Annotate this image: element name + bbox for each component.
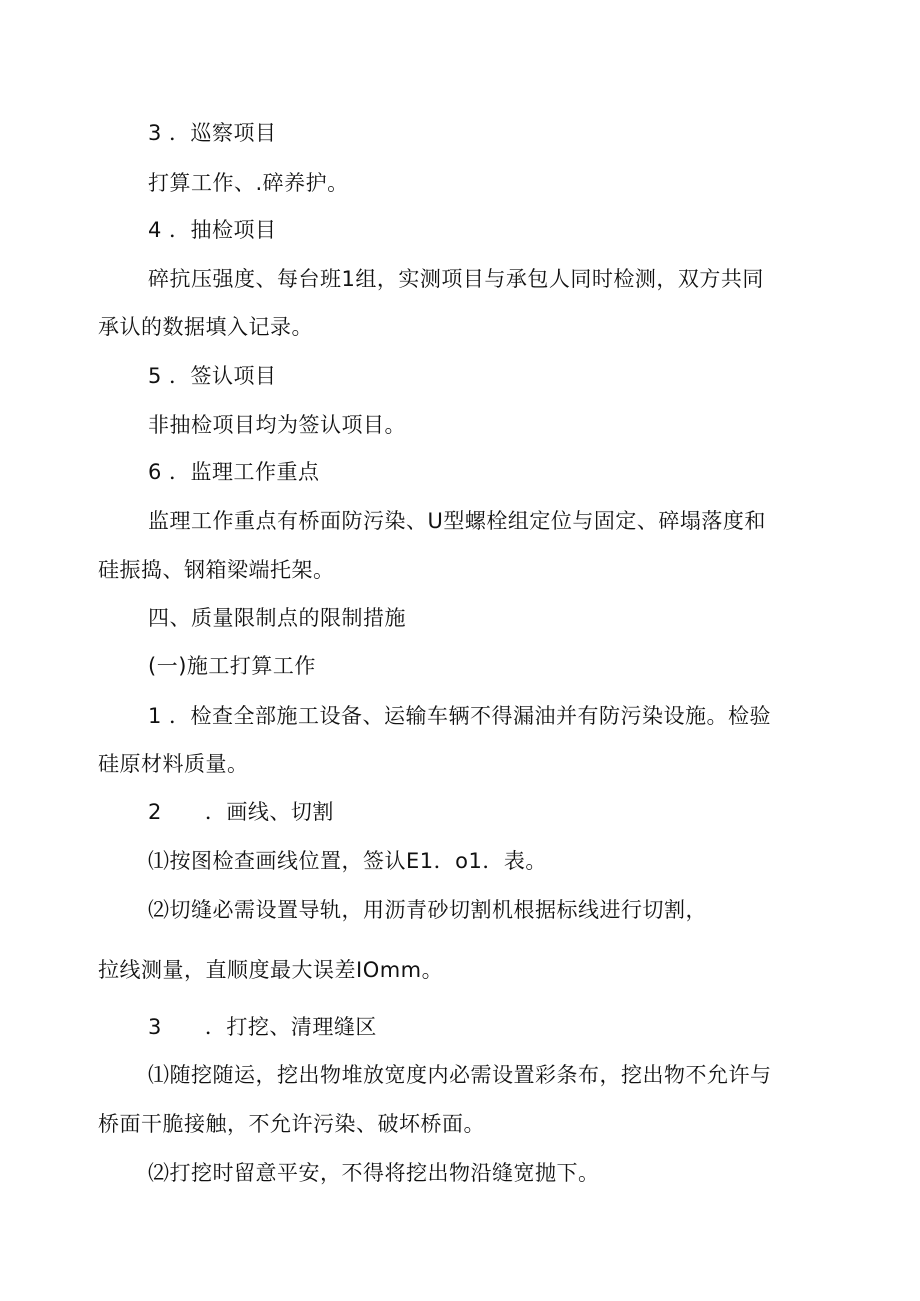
paragraph-digging-item1-line2: 桥面干脆接触，不允许污染、破坏桥面。 bbox=[98, 1112, 485, 1136]
paragraph-supervision-line2: 硅振捣、钢箱梁端托架。 bbox=[98, 558, 335, 582]
paragraph-spot-check-line1: 碎抗压强度、每台班1组，实测项目与承包人同时检测，双方共同 bbox=[148, 267, 764, 291]
paragraph-marking-item1: ⑴按图检查画线位置，签认E1．o1．表。 bbox=[148, 849, 547, 873]
paragraph-spot-check-line2: 承认的数据填入记录。 bbox=[98, 315, 313, 339]
paragraph-digging-item2: ⑵打挖时留意平安，不得将挖出物沿缝宽抛下。 bbox=[148, 1161, 600, 1185]
heading-spot-check-items: 4 ．抽检项目 bbox=[148, 218, 277, 242]
heading-supervision-focus: 6 ．监理工作重点 bbox=[148, 460, 320, 484]
paragraph-supervision-line1: 监理工作重点有桥面防污染、U型螺栓组定位与固定、碎塌落度和 bbox=[148, 509, 766, 533]
paragraph-digging-item1-line1: ⑴随挖随运，挖出物堆放宽度内必需设置彩条布，挖出物不允许与 bbox=[148, 1063, 772, 1087]
heading-subsection-one: (一)施工打算工作 bbox=[148, 654, 316, 678]
paragraph-marking-item2-line1: ⑵切缝必需设置导轨，用沥青砂切割机根据标线进行切割， bbox=[148, 898, 707, 922]
paragraph-check-equipment-line2: 硅原材料质量。 bbox=[98, 752, 249, 776]
paragraph-sign-off-content: 非抽检项目均为签认项目。 bbox=[148, 413, 406, 437]
heading-sign-off-items: 5 ．签认项目 bbox=[148, 364, 277, 388]
paragraph-patrol-content: 打算工作、.碎养护。 bbox=[148, 171, 349, 195]
heading-patrol-items: 3 ．巡察项目 bbox=[148, 121, 277, 145]
paragraph-marking-item2-line2: 拉线测量，直顺度最大误差IOmm。 bbox=[98, 958, 444, 982]
heading-section-four: 四、质量限制点的限制措施 bbox=[148, 606, 406, 630]
heading-digging-cleaning: 3 ．打挖、清理缝区 bbox=[148, 1015, 377, 1039]
paragraph-check-equipment-line1: 1 ．检查全部施工设备、运输车辆不得漏油并有防污染设施。检验 bbox=[148, 704, 772, 728]
heading-marking-cutting: 2 ．画线、切割 bbox=[148, 800, 334, 824]
